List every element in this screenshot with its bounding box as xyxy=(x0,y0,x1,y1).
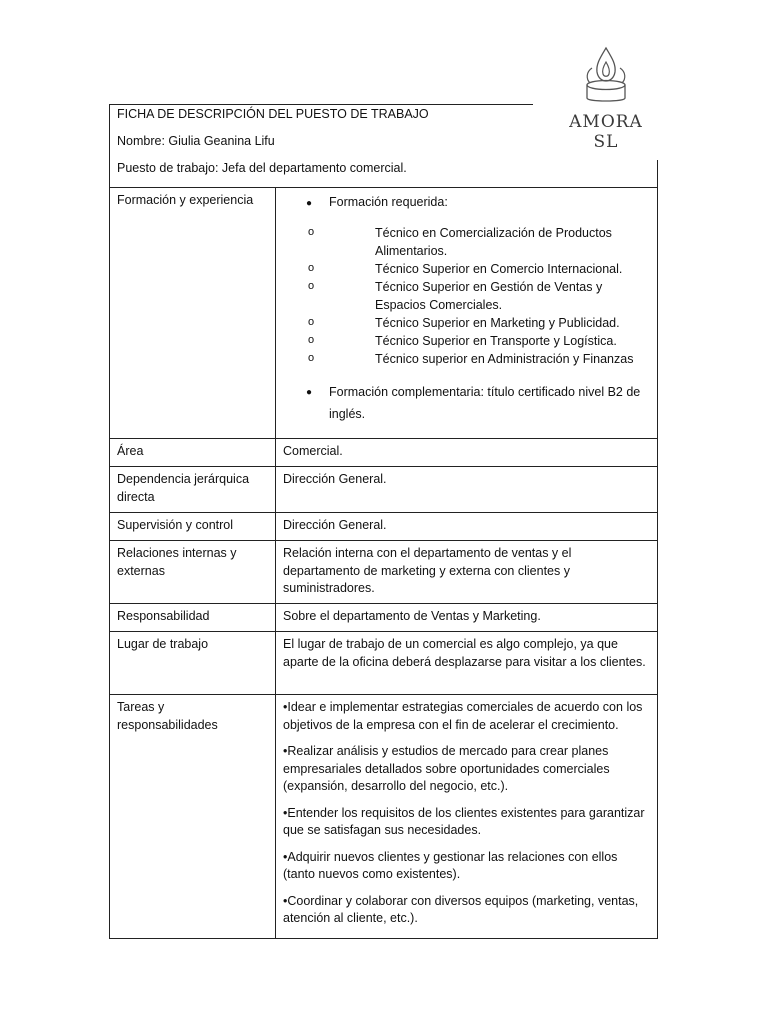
header-right-border xyxy=(657,160,658,187)
row-value: Relación interna con el departamento de ventas y el departamento de marketing y externa con clientes y suministradores. xyxy=(276,541,658,604)
list-item: o Técnico Superior en Comercio Internacional. xyxy=(283,260,650,278)
row-label: Lugar de trabajo xyxy=(110,632,276,695)
table-row-area xyxy=(110,439,658,467)
table-row-formacion xyxy=(110,188,658,439)
tareas-cell xyxy=(276,695,658,939)
task-item: •Entender los requisitos de los clientes existentes para garantizar que se satisfagan sus necesidades. xyxy=(283,805,645,837)
employee-name: Nombre: Giulia Geanina Lifu xyxy=(117,134,275,148)
row-value: El lugar de trabajo de un comercial es algo complejo, ya que aparte de la oficina deberá desplazarse para visitar a los clientes. xyxy=(276,632,658,695)
job-position: Puesto de trabajo: Jefa del departamento comercial. xyxy=(117,161,407,175)
formacion-list xyxy=(283,194,650,425)
logo-text: AMORA SL xyxy=(569,112,643,152)
list-item xyxy=(283,194,650,368)
task-item: •Coordinar y colaborar con diversos equipos (marketing, ventas, atención al cliente, etc.). xyxy=(283,893,639,925)
row-label: Supervisión y control xyxy=(110,513,276,541)
table-row-supervision xyxy=(110,513,658,541)
header-block xyxy=(109,104,533,175)
task-item: •Idear e implementar estrategias comerciales de acuerdo con los objetivos de la empresa con el fin de acelerar el crecimiento. xyxy=(283,700,643,732)
header-left-border xyxy=(109,104,110,187)
list-item: o Técnico Superior en Gestión de Ventas y Espacios Comerciales. xyxy=(283,278,650,314)
row-label: Relaciones internas y externas xyxy=(110,541,276,604)
row-value: Dirección General. xyxy=(276,513,658,541)
flame-candle-icon xyxy=(578,46,634,108)
table-row-dependencia xyxy=(110,467,658,513)
task-item: •Adquirir nuevos clientes y gestionar las relaciones con ellos (tanto nuevos como existentes). xyxy=(283,849,618,881)
required-title: Formación requerida: xyxy=(329,195,448,209)
task-item: •Realizar análisis y estudios de mercado para crear planes empresariales detallados sobre oportunidades comerciales (expansión, desarrollo del negocio, etc.). xyxy=(283,744,610,793)
row-label: Área xyxy=(110,439,276,467)
row-label: Tareas y responsabilidades xyxy=(110,695,276,939)
table-row-tareas xyxy=(110,695,658,939)
formacion-cell xyxy=(276,188,658,439)
row-value: Dirección General. xyxy=(276,467,658,513)
list-item: ● Formación complementaria: título certificado nivel B2 de inglés. xyxy=(283,381,650,425)
company-logo xyxy=(556,46,656,152)
job-description-table xyxy=(109,187,658,939)
list-item: o Técnico superior en Administración y Finanzas xyxy=(283,350,650,368)
row-value: Comercial. xyxy=(276,439,658,467)
table-row-responsabilidad xyxy=(110,604,658,632)
row-label: Formación y experiencia xyxy=(110,188,276,439)
row-label: Dependencia jerárquica directa xyxy=(110,467,276,513)
list-item: o Técnico en Comercialización de Productos Alimentarios. xyxy=(283,224,650,260)
row-label: Responsabilidad xyxy=(110,604,276,632)
table-row-relaciones xyxy=(110,541,658,604)
list-item: o Técnico Superior en Transporte y Logística. xyxy=(283,332,650,350)
list-item: o Técnico Superior en Marketing y Publicidad. xyxy=(283,314,650,332)
document-title: FICHA DE DESCRIPCIÓN DEL PUESTO DE TRABAJO xyxy=(117,107,429,121)
table-row-lugar xyxy=(110,632,658,695)
required-list xyxy=(283,224,650,368)
row-value: Sobre el departamento de Ventas y Marketing. xyxy=(276,604,658,632)
